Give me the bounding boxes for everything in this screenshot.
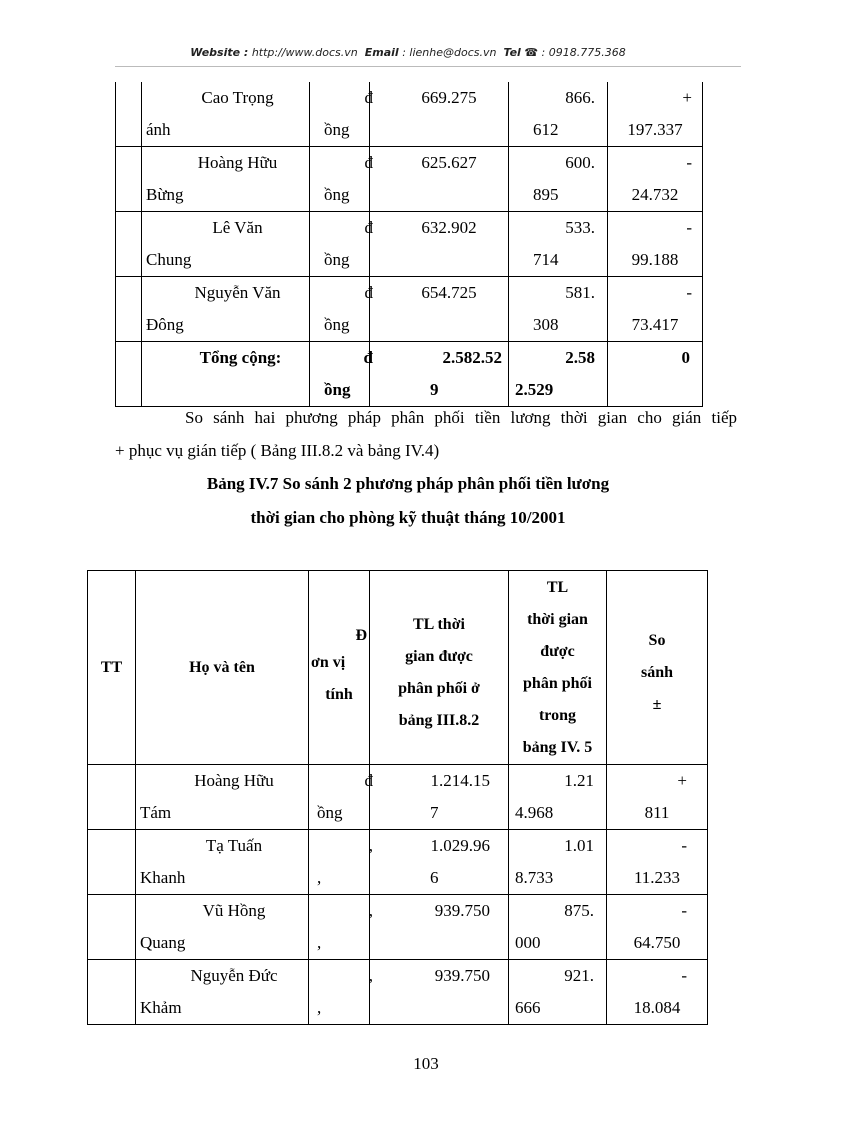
- value-2-cell: [509, 830, 607, 895]
- name-line-1: Lê Văn: [212, 218, 263, 237]
- paragraph-line-2: + phục vụ gián tiếp ( Bảng III.8.2 và bảng IV.4): [115, 441, 440, 460]
- name-line-2: Khảm: [140, 998, 182, 1017]
- value-2-line-2: 666: [515, 998, 541, 1017]
- compare-line-1: -: [681, 966, 687, 985]
- unit-line-2: ồng: [324, 120, 350, 139]
- unit-line-1: đ: [364, 153, 373, 172]
- compare-cell: [608, 147, 703, 212]
- table-row: [116, 212, 703, 277]
- header-col2: [509, 571, 607, 765]
- compare-line-2: 24.732: [631, 185, 679, 204]
- total-row: [116, 342, 703, 407]
- unit-cell: [310, 342, 373, 407]
- unit-cell: [309, 895, 373, 960]
- header-unit-b: ơn vị: [311, 653, 346, 671]
- name-cell: [142, 82, 310, 147]
- value-1-line-1: 939.750: [434, 966, 490, 985]
- header-line: phân phối ở: [398, 679, 480, 697]
- table-row: [88, 895, 708, 960]
- value-2-cell: [509, 147, 608, 212]
- value-2-cell: [509, 960, 607, 1025]
- table-header-row: [88, 571, 708, 765]
- value-2-line-2: 895: [533, 185, 559, 204]
- unit-line-2: ồng: [324, 185, 350, 204]
- unit-cell: [310, 277, 373, 342]
- header-divider: [115, 66, 741, 67]
- header-line: trong: [538, 706, 577, 724]
- total-value-1-line-2: 9: [430, 380, 439, 399]
- paragraph-line-1: So sánh hai phương pháp phân phối tiền lương thời gian cho gián tiếp: [185, 408, 737, 427]
- header-unit-a: Đ: [355, 626, 367, 644]
- header-compare: [607, 571, 708, 765]
- value-2-line-1: 1.21: [564, 771, 594, 790]
- name-cell: [142, 212, 310, 277]
- value-1-line-1: 1.029.96: [430, 836, 490, 855]
- compare-cell: [607, 895, 708, 960]
- compare-line-2: 18.084: [633, 998, 681, 1017]
- tel-label: Tel: [503, 46, 521, 59]
- compare-cell: [608, 212, 703, 277]
- value-2-line-1: 533.: [565, 218, 595, 237]
- total-label-cell: [142, 342, 310, 407]
- header-line: TL thời: [413, 615, 465, 633]
- value-2-line-1: 581.: [565, 283, 595, 302]
- value-2-line-2: 000: [515, 933, 541, 952]
- header-unit: [309, 571, 370, 765]
- value-1-cell: [370, 147, 509, 212]
- name-cell: [136, 830, 309, 895]
- value-2-line-1: 921.: [564, 966, 594, 985]
- compare-cell: [608, 82, 703, 147]
- compare-line-1: -: [686, 153, 692, 172]
- header-line: So: [648, 631, 666, 649]
- value-2-line-2: 4.968: [515, 803, 554, 822]
- compare-line-2: 99.188: [631, 250, 679, 269]
- tt-cell: [116, 277, 142, 342]
- name-line-1: Cao Trọng: [201, 88, 274, 107]
- name-line-1: Hoàng Hữu: [194, 771, 274, 790]
- name-line-2: Tám: [140, 803, 172, 822]
- value-1: 654.725: [421, 283, 477, 302]
- compare-line-1: +: [682, 88, 692, 107]
- unit-line-2: ,: [317, 868, 322, 887]
- tt-cell: [88, 960, 136, 1025]
- unit-line-1: đ: [364, 771, 373, 790]
- table-row: [88, 960, 708, 1025]
- header-line: ±: [652, 695, 662, 713]
- total-value-1-cell: [370, 342, 509, 407]
- unit-line-2: ồng: [324, 380, 351, 399]
- total-value-2-line-1: 2.58: [565, 348, 595, 367]
- tt-cell: [116, 147, 142, 212]
- compare-line-2: 11.233: [633, 868, 681, 887]
- name-line-1: Nguyễn Văn: [194, 283, 281, 302]
- unit-line-1: đ: [363, 348, 373, 367]
- website-url[interactable]: http://www.docs.vn: [251, 46, 358, 59]
- website-label: Website :: [190, 46, 249, 59]
- table-row: [88, 830, 708, 895]
- tel-value: ☎ : 0918.775.368: [524, 46, 626, 59]
- unit-line-1: ,: [368, 966, 373, 985]
- header-line: gian được: [405, 647, 473, 665]
- value-1-cell: [370, 212, 509, 277]
- name-cell: [142, 147, 310, 212]
- compare-cell: [607, 830, 708, 895]
- unit-line-2: ồng: [324, 250, 350, 269]
- table-caption-line-1: Bảng IV.7 So sánh 2 phương pháp phân phối tiền lương: [206, 474, 610, 493]
- total-compare: 0: [681, 348, 690, 367]
- value-1-line-1: 1.214.15: [430, 771, 490, 790]
- header-line: bảng IV. 5: [522, 738, 593, 756]
- header-line: TL: [546, 578, 569, 596]
- name-line-2: Quang: [140, 933, 186, 952]
- name-line-2: ánh: [146, 120, 171, 139]
- header-unit-c: tính: [325, 685, 353, 703]
- value-1-cell: [370, 82, 509, 147]
- page-header: [0, 46, 816, 59]
- value-1-cell: [370, 277, 509, 342]
- total-value-1-line-1: 2.582.52: [442, 348, 502, 367]
- value-1: 669.275: [421, 88, 477, 107]
- tt-cell: [88, 895, 136, 960]
- unit-line-2: ồng: [317, 803, 343, 822]
- value-2-line-2: 308: [533, 315, 559, 334]
- value-2-line-1: 875.: [564, 901, 594, 920]
- unit-line-2: ồng: [324, 315, 350, 334]
- table-row: [116, 147, 703, 212]
- tt-cell: [88, 830, 136, 895]
- name-line-2: Khanh: [140, 868, 186, 887]
- compare-cell: [607, 960, 708, 1025]
- header-line: được: [540, 642, 575, 660]
- header-line: bảng III.8.2: [398, 711, 480, 729]
- value-2-line-2: 612: [533, 120, 559, 139]
- value-2-cell: [509, 765, 607, 830]
- unit-line-1: ,: [368, 901, 373, 920]
- compare-line-1: +: [677, 771, 687, 790]
- value-1-cell: [370, 895, 509, 960]
- compare-line-1: -: [686, 283, 692, 302]
- unit-cell: [310, 82, 373, 147]
- value-1-cell: [370, 960, 509, 1025]
- value-2-cell: [509, 82, 608, 147]
- value-2-line-2: 8.733: [515, 868, 554, 887]
- value-2-cell: [509, 212, 608, 277]
- value-1-line-1: 939.750: [434, 901, 490, 920]
- header-line: sánh: [640, 663, 674, 681]
- name-line-2: Đông: [146, 315, 184, 334]
- header-tt: TT: [88, 571, 136, 765]
- total-value-2-cell: [509, 342, 608, 407]
- compare-line-2: 73.417: [631, 315, 679, 334]
- total-compare-cell: [608, 342, 703, 407]
- name-line-1: Vũ Hồng: [202, 901, 266, 920]
- header-name: Họ và tên: [136, 571, 309, 765]
- compare-line-1: -: [681, 901, 687, 920]
- unit-line-1: đ: [364, 283, 373, 302]
- comparison-table: [87, 570, 708, 1025]
- name-line-1: Nguyễn Đức: [190, 966, 278, 985]
- email-label: Email: [364, 46, 399, 59]
- unit-cell: [310, 147, 373, 212]
- compare-cell: [607, 765, 708, 830]
- tt-cell: [88, 765, 136, 830]
- table-row: [116, 82, 703, 147]
- unit-line-1: đ: [364, 88, 373, 107]
- name-line-1: Tạ Tuấn: [205, 836, 263, 855]
- unit-cell: [309, 960, 373, 1025]
- compare-line-2: 811: [644, 803, 670, 822]
- table-row: [88, 765, 708, 830]
- salary-table-continued: [115, 82, 703, 407]
- header-line: phân phối: [523, 674, 592, 692]
- tt-cell: [116, 82, 142, 147]
- name-line-2: Bừng: [146, 185, 184, 204]
- tt-cell: [116, 212, 142, 277]
- name-line-1: Hoàng Hữu: [197, 153, 278, 172]
- compare-line-2: 64.750: [633, 933, 681, 952]
- value-1-cell: [370, 765, 509, 830]
- value-1: 625.627: [421, 153, 477, 172]
- compare-line-2: 197.337: [627, 120, 683, 139]
- unit-line-1: ,: [368, 836, 373, 855]
- total-value-2-line-2: 2.529: [515, 380, 554, 399]
- total-label: Tổng cộng:: [199, 348, 282, 367]
- name-cell: [142, 277, 310, 342]
- value-2-cell: [509, 895, 607, 960]
- value-2-line-1: 866.: [565, 88, 595, 107]
- unit-line-2: ,: [317, 933, 322, 952]
- value-2-line-1: 1.01: [564, 836, 594, 855]
- unit-cell: [310, 212, 373, 277]
- table-caption-line-2: thời gian cho phòng kỹ thuật tháng 10/2001: [250, 508, 566, 527]
- header-line: thời gian: [527, 610, 588, 628]
- unit-cell: [309, 830, 373, 895]
- table-row: [116, 277, 703, 342]
- header-col1: [370, 571, 509, 765]
- value-1: 632.902: [421, 218, 477, 237]
- value-2-cell: [509, 277, 608, 342]
- compare-line-1: -: [686, 218, 692, 237]
- unit-cell: [309, 765, 373, 830]
- name-cell: [136, 765, 309, 830]
- name-cell: [136, 895, 309, 960]
- compare-line-1: -: [681, 836, 687, 855]
- compare-cell: [608, 277, 703, 342]
- tt-cell: [116, 342, 142, 407]
- email-value[interactable]: : lienhe@docs.vn: [402, 46, 497, 59]
- page-number: 103: [413, 1054, 439, 1073]
- value-1-line-2: 6: [430, 868, 439, 887]
- unit-line-1: đ: [364, 218, 373, 237]
- name-cell: [136, 960, 309, 1025]
- value-1-line-2: 7: [430, 803, 439, 822]
- name-line-2: Chung: [146, 250, 192, 269]
- value-2-line-1: 600.: [565, 153, 595, 172]
- value-2-line-2: 714: [533, 250, 559, 269]
- unit-line-2: ,: [317, 998, 322, 1017]
- value-1-cell: [370, 830, 509, 895]
